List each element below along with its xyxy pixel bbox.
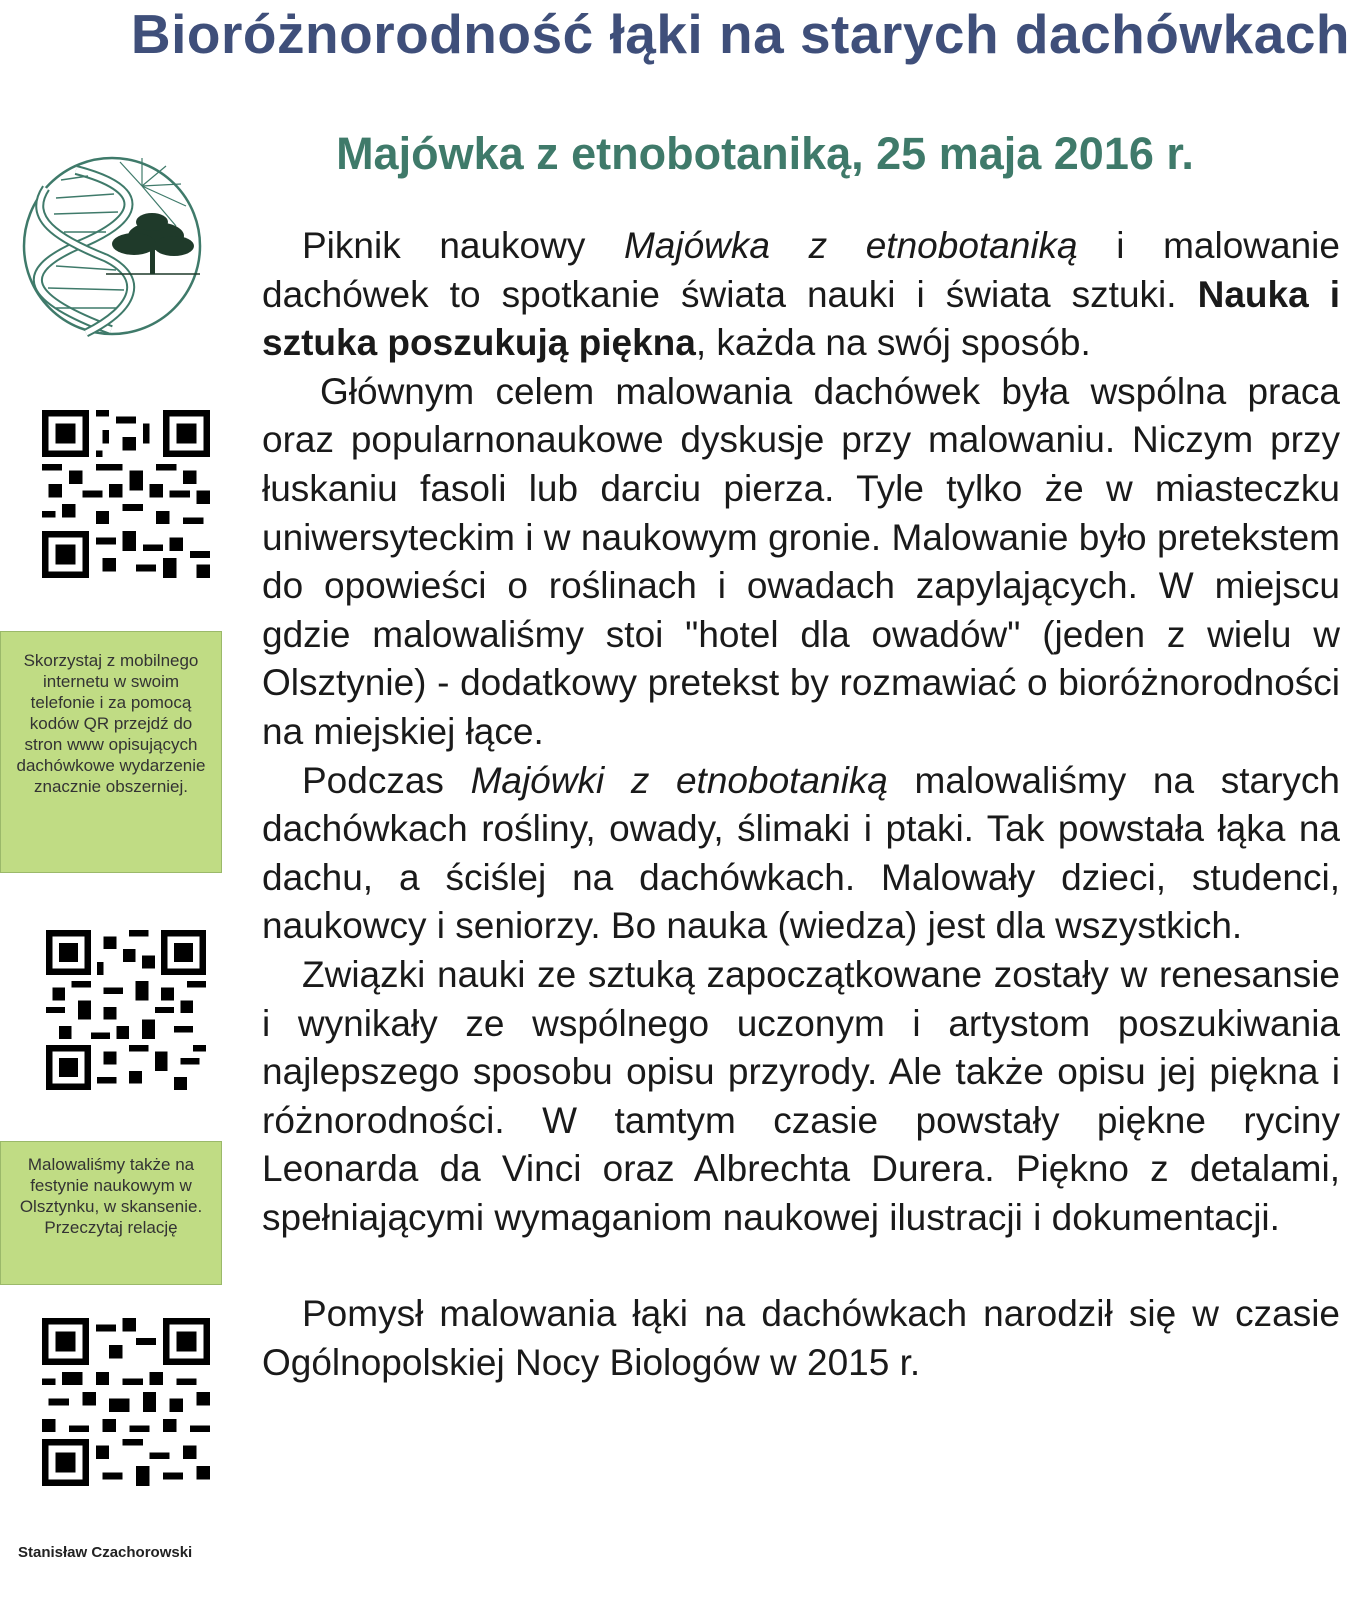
article-body bbox=[262, 222, 1340, 1388]
event-name: Majówki z etnobotaniką bbox=[470, 759, 888, 801]
bold-phrase: Nauka i sztuka poszukują piękna bbox=[262, 273, 1341, 364]
text-span: i malowanie dachówek to spotkanie świata nauki i świata sztuki. bbox=[262, 225, 1340, 315]
paragraph-4: Związki nauki ze sztuką zapoczątkowane zostały w renesansie i wynikały ze wspólnego uczonym i artystom poszukiwania najlepszego sposobu opisu przyrody. Ale także opisu jej piękna i różnorodności. W tamtym czasie powstały piękne ryciny Leonarda da Vinci oraz Albrechta Durera. Piękno z detalami, spełniającymi wymaganiom naukowej ilustracji i dokumentacji. bbox=[262, 953, 1340, 1238]
paragraph-5: Pomysł malowania łąki na dachówkach narodził się w czasie Ogólnopolskiej Nocy Biologów w 2015 r. bbox=[262, 1293, 1340, 1384]
qr-instruction-note: Skorzystaj z mobilnego internetu w swoim telefonie i za pomocą kodów QR przejdź do stron www opisujących dachówkowe wydarzenie znacznie obszerniej. bbox=[0, 631, 222, 873]
festival-note: Malowaliśmy także na festynie naukowym w Olsztynku, w skansenie. Przeczytaj relację bbox=[0, 1141, 222, 1285]
page-subtitle: Majówka z etnobotaniką, 25 maja 2016 r. bbox=[336, 128, 1194, 179]
qr-code-icon[interactable] bbox=[46, 930, 206, 1090]
paragraph-2: Głównym celem malowania dachówek była wspólna praca oraz popularnonaukowe dyskusje przy malowaniu. Niczym przy łuskaniu fasoli lub darciu pierza. Tyle tylko że w miasteczku uniwersyteckim i w naukowym gronie. Malowanie było pretekstem do opowieści o roślinach i owadach zapylających. W miejscu gdzie malowaliśmy stoi "hotel dla owadów" (jeden z wielu w Olsztynie) - dodatkowy pretekst by rozmawiać o bioróżnorodności na miejskiej łące. bbox=[262, 370, 1340, 752]
page-title: Bioróżnorodność łąki na starych dachówkach bbox=[130, 3, 1350, 65]
qr-code-icon[interactable] bbox=[42, 1318, 210, 1486]
qr-code-icon[interactable] bbox=[42, 410, 210, 578]
text-span: , każda na swój sposób. bbox=[695, 322, 1091, 364]
text-span: Podczas bbox=[302, 759, 471, 801]
paragraph-1 bbox=[262, 222, 1340, 368]
dna-tree-sun-logo-icon bbox=[16, 148, 208, 344]
text-span: Piknik naukowy bbox=[302, 225, 624, 266]
author-name: Stanisław Czachorowski bbox=[18, 1544, 193, 1561]
event-name: Majówka z etnobotaniką bbox=[623, 225, 1078, 266]
paragraph-3 bbox=[262, 757, 1340, 951]
text-span: malowaliśmy na starych dachówkach rośliny, owady, ślimaki i ptaki. Tak powstała łąka na dachu, a ściślej na dachówkach. Malowały dzieci, studenci, naukowcy i seniorzy. Bo nauka (wiedza) jest dla wszystkich. bbox=[262, 759, 1340, 947]
